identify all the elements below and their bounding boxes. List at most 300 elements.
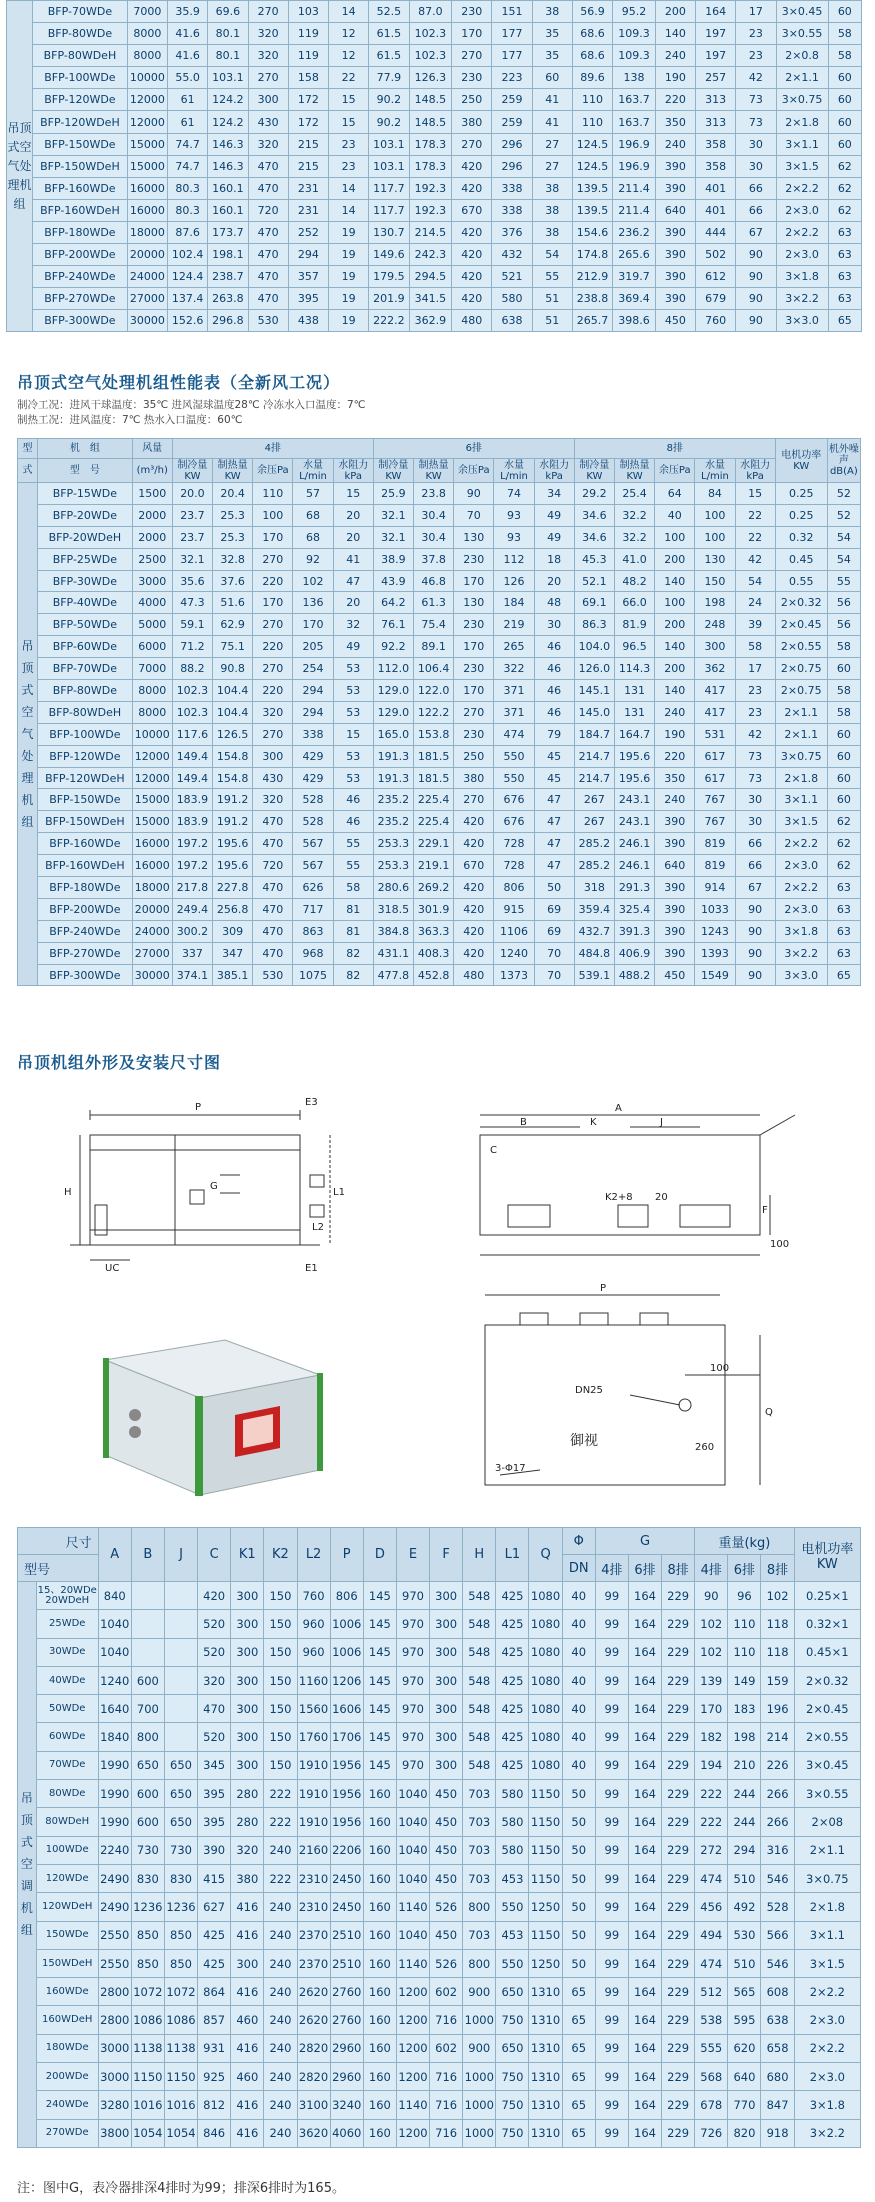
table-cell: 230 [454, 614, 494, 636]
table-cell: 154.8 [213, 767, 253, 789]
table-cell: 1310 [529, 2034, 562, 2062]
table-cell: 3×1.5 [776, 155, 828, 177]
table-cell: 347 [213, 942, 253, 964]
table-cell: 420 [454, 833, 494, 855]
table-cell: 280 [231, 1780, 264, 1808]
table-cell: 1990 [98, 1780, 131, 1808]
table-cell: 198 [695, 592, 735, 614]
table-cell: 376 [492, 221, 532, 243]
table-cell: 54 [827, 548, 860, 570]
table-cell: 416 [231, 1978, 264, 2006]
table-cell: 19 [329, 266, 369, 288]
table-cell: 137.4 [168, 288, 208, 310]
table-cell: 925 [198, 2063, 231, 2091]
table-cell: 3×3.0 [775, 964, 827, 986]
table-cell: BFP-160WDeH [33, 199, 128, 221]
subheader-cell: 6排 [628, 1555, 661, 1582]
table-cell: 703 [463, 1808, 496, 1836]
table-cell: 548 [463, 1582, 496, 1610]
table-cell: 23.7 [172, 504, 212, 526]
table-cell: 158 [288, 67, 328, 89]
table-cell: 112.0 [373, 658, 413, 680]
table-cell: 60 [828, 89, 861, 111]
table-cell: 432 [492, 244, 532, 266]
table-cell: 830 [131, 1864, 164, 1892]
table-cell: 52 [827, 504, 860, 526]
table-cell: 23 [329, 133, 369, 155]
table-cell: 1956 [330, 1780, 363, 1808]
header-6-row: 6排 [373, 439, 574, 459]
table-cell: 192.3 [409, 199, 452, 221]
table-cell: 470 [253, 877, 293, 899]
table-cell: 160 [363, 1836, 396, 1864]
table-row [18, 504, 861, 526]
table-cell: 1054 [164, 2119, 197, 2147]
table-cell: 20000 [127, 244, 167, 266]
table-row [18, 811, 861, 833]
table-cell: 229 [662, 1638, 695, 1666]
table-cell: 60 [828, 1, 861, 23]
table-cell: 99 [595, 1949, 628, 1977]
table-cell: 1106 [494, 920, 534, 942]
table-cell: 62 [827, 833, 860, 855]
table-cell: 1000 [463, 2006, 496, 2034]
table-cell: 118 [761, 1610, 794, 1638]
table-cell: 470 [253, 898, 293, 920]
table-cell: 136 [293, 592, 333, 614]
table-cell: 470 [248, 266, 288, 288]
header-airflow: 风量 [132, 439, 172, 459]
table-cell: 29.2 [574, 483, 614, 505]
table-cell: 177 [492, 45, 532, 67]
table-cell: 338 [492, 199, 532, 221]
table-cell: 728 [494, 855, 534, 877]
table-cell: 150 [695, 570, 735, 592]
table-cell: 99 [595, 2006, 628, 2034]
table-cell: BFP-300WDe [33, 310, 128, 332]
table-cell: 25.3 [213, 504, 253, 526]
table-cell: 109.3 [613, 23, 656, 45]
table-cell: 148.5 [409, 111, 452, 133]
table-cell: 165.0 [373, 723, 413, 745]
table-cell: 164 [628, 2119, 661, 2147]
table-cell: 760 [696, 310, 736, 332]
table-cell: 62.9 [213, 614, 253, 636]
table-row [7, 45, 862, 67]
table-cell: 8000 [127, 23, 167, 45]
table-cell: 74.7 [168, 133, 208, 155]
table-cell: 1310 [529, 2091, 562, 2119]
table-cell: 240 [264, 1893, 297, 1921]
table-cell: 42 [735, 548, 775, 570]
table-cell: 177 [492, 23, 532, 45]
table-cell: 452.8 [414, 964, 454, 986]
table-cell: 235.2 [373, 789, 413, 811]
dim-E1: E1 [305, 1263, 318, 1274]
table-cell: 380 [452, 111, 492, 133]
table-cell: 1250 [529, 1893, 562, 1921]
table-cell: 99 [595, 1864, 628, 1892]
table-cell: BFP-60WDe [38, 636, 133, 658]
table-cell: 30000 [132, 964, 172, 986]
table-cell: 300.2 [172, 920, 212, 942]
table-cell: 48.2 [614, 570, 654, 592]
table-cell: 432.7 [574, 920, 614, 942]
table-cell: 200 [655, 658, 695, 680]
table-cell: 47.3 [172, 592, 212, 614]
table-cell: 160 [363, 2034, 396, 2062]
table-cell: 50 [562, 1808, 595, 1836]
table-cell: 320 [253, 701, 293, 723]
table-cell: 74.7 [168, 155, 208, 177]
table-cell: 2370 [297, 1921, 330, 1949]
table-cell: 102.3 [409, 23, 452, 45]
table-cell: 32 [333, 614, 373, 636]
table-row [18, 920, 861, 942]
table-cell [164, 1582, 197, 1610]
table-cell: 82 [333, 942, 373, 964]
table-cell: 25.9 [373, 483, 413, 505]
table-cell: 526 [430, 1893, 463, 1921]
table-cell: 148.5 [409, 89, 452, 111]
table-cell: 240 [264, 2063, 297, 2091]
table-cell: 80WDe [36, 1780, 98, 1808]
subheader-cell: 水阻力kPa [735, 459, 775, 483]
table-cell: 3×2.2 [776, 288, 828, 310]
table-cell: 90 [736, 244, 776, 266]
table-cell: 2760 [330, 2006, 363, 2034]
table-cell: 240 [264, 2006, 297, 2034]
table-cell: 474 [695, 1864, 728, 1892]
table-cell: 226 [761, 1751, 794, 1779]
table-cell: 60 [827, 723, 860, 745]
table-cell: 56.9 [572, 1, 612, 23]
column-header: C [198, 1528, 231, 1582]
table-cell: 1240 [494, 942, 534, 964]
table-cell: 214 [761, 1723, 794, 1751]
dim-E3: E3 [305, 1097, 318, 1108]
table-cell: 391.3 [614, 920, 654, 942]
table-cell: 74 [494, 483, 534, 505]
table-cell: 580 [492, 288, 532, 310]
table-cell: 2×3.0 [776, 244, 828, 266]
table-cell: 730 [164, 1836, 197, 1864]
table-cell: 318.5 [373, 898, 413, 920]
table-cell: 3×1.1 [794, 1921, 860, 1949]
table-cell: 73 [735, 745, 775, 767]
dim-G: G [210, 1181, 218, 1192]
table-cell: BFP-180WDe [33, 221, 128, 243]
table-cell: 104.4 [213, 680, 253, 702]
table-cell: 223 [492, 67, 532, 89]
table-cell: 240 [264, 1921, 297, 1949]
table-cell: 1150 [529, 1921, 562, 1949]
table-cell: 2240 [98, 1836, 131, 1864]
table-cell: 46 [534, 658, 574, 680]
table-cell: 69 [534, 898, 574, 920]
table-cell: 40 [562, 1610, 595, 1638]
table-cell: 50 [562, 1864, 595, 1892]
table-cell: 24 [735, 592, 775, 614]
table-cell: 2×0.75 [775, 658, 827, 680]
table-cell: 395 [288, 288, 328, 310]
table-cell: 23.7 [172, 526, 212, 548]
table-cell: 17 [736, 1, 776, 23]
table-cell: 970 [396, 1695, 429, 1723]
table-cell: 99 [595, 1610, 628, 1638]
table-cell: 231 [288, 199, 328, 221]
table-cell: 27000 [132, 942, 172, 964]
table-cell: 40 [562, 1751, 595, 1779]
subheader-cell: 水量L/min [293, 459, 333, 483]
table-cell: 470 [198, 1695, 231, 1723]
table-cell: 2500 [132, 548, 172, 570]
table-cell: 417 [695, 701, 735, 723]
table-cell [164, 1638, 197, 1666]
table-cell: 1086 [131, 2006, 164, 2034]
table-row [18, 942, 861, 964]
table-cell: 638 [492, 310, 532, 332]
table-cell: 550 [494, 745, 534, 767]
table-cell: 103.1 [208, 67, 248, 89]
table-cell: 160 [363, 2119, 396, 2147]
table-cell: 197 [696, 45, 736, 67]
table-cell: 3×3.0 [776, 310, 828, 332]
table-cell: 53 [333, 658, 373, 680]
table-cell: 546 [761, 1864, 794, 1892]
table-cell: 70 [454, 504, 494, 526]
table-cell: 1310 [529, 2006, 562, 2034]
table-cell: 240 [655, 789, 695, 811]
table-cell: 767 [695, 811, 735, 833]
table-cell: 63 [827, 920, 860, 942]
table-cell: 1549 [695, 964, 735, 986]
table-cell: 253.3 [373, 855, 413, 877]
table-cell: 164 [628, 1808, 661, 1836]
table-cell: 54 [532, 244, 572, 266]
table-cell: 34.6 [574, 504, 614, 526]
table-cell: 40 [562, 1582, 595, 1610]
table-cell: 54 [827, 526, 860, 548]
table-cell: 1040 [396, 1808, 429, 1836]
table-cell: 703 [463, 1780, 496, 1808]
table-cell: 358 [696, 155, 736, 177]
table-cell: 230 [454, 658, 494, 680]
table-cell: 20.0 [172, 483, 212, 505]
table-cell: 68.6 [572, 23, 612, 45]
table-cell: 104.4 [213, 701, 253, 723]
table-cell: 12000 [132, 745, 172, 767]
table-cell: 3×1.8 [794, 2091, 860, 2119]
table-cell: 395 [198, 1808, 231, 1836]
table-cell: 470 [248, 288, 288, 310]
table-cell: 225.4 [414, 811, 454, 833]
table-cell: 717 [293, 898, 333, 920]
table-cell: 416 [231, 2034, 264, 2062]
table-cell: 14 [329, 177, 369, 199]
table-cell: 40WDe [36, 1666, 98, 1694]
table-cell: 47 [333, 570, 373, 592]
table-cell: 2820 [297, 2034, 330, 2062]
table-cell: 131 [614, 701, 654, 723]
table-cell: 371 [494, 680, 534, 702]
table-cell: 164 [628, 2063, 661, 2091]
column-header: K1 [231, 1528, 264, 1582]
table-cell: 3×0.75 [775, 745, 827, 767]
table-cell: 66 [735, 855, 775, 877]
table-cell: 385.1 [213, 964, 253, 986]
table-cell: 129.0 [373, 680, 413, 702]
table-cell: 170 [695, 1695, 728, 1723]
table-cell: 417 [695, 680, 735, 702]
table-cell: 617 [695, 745, 735, 767]
table-cell: 415 [198, 1864, 231, 1892]
table-cell: 8000 [132, 701, 172, 723]
table-cell: 90 [695, 1582, 728, 1610]
table-cell: 700 [131, 1695, 164, 1723]
table-cell: 195.6 [213, 833, 253, 855]
table-cell: 530 [728, 1921, 761, 1949]
table-cell: 1160 [297, 1666, 330, 1694]
table-cell: 19 [329, 221, 369, 243]
table-cell: 69.1 [574, 592, 614, 614]
table-cell: 42 [735, 723, 775, 745]
table-cell: 23 [736, 23, 776, 45]
table-cell: 812 [198, 2091, 231, 2119]
table-cell: 1910 [297, 1751, 330, 1779]
table-cell: 272 [695, 1836, 728, 1864]
table-cell: 679 [696, 288, 736, 310]
table-cell: 678 [695, 2091, 728, 2119]
table-cell: 900 [463, 2034, 496, 2062]
table-cell: 150WDeH [36, 1949, 98, 1977]
table-cell: 80.1 [208, 23, 248, 45]
table-cell: 1086 [164, 2006, 197, 2034]
table-cell: 390 [198, 1836, 231, 1864]
table-cell: 3×0.45 [776, 1, 828, 23]
table-cell: 219 [494, 614, 534, 636]
table-cell: 15 [329, 89, 369, 111]
table-cell: 131 [614, 680, 654, 702]
table-cell: 235.2 [373, 811, 413, 833]
table-cell [164, 1666, 197, 1694]
table-cell: 300 [231, 1695, 264, 1723]
table-cell: 676 [494, 789, 534, 811]
table-cell: 160 [363, 1893, 396, 1921]
table-cell: 294 [293, 680, 333, 702]
table-cell: 395 [198, 1780, 231, 1808]
table-cell: 124.5 [572, 133, 612, 155]
table-cell: 164 [628, 2091, 661, 2119]
header-model: 型号 [18, 1555, 99, 1582]
table-cell: 229 [662, 1610, 695, 1638]
table-row [18, 2119, 861, 2147]
header-weight: 重量(kg) [695, 1528, 794, 1555]
table-cell: 2×3.0 [775, 898, 827, 920]
table-row [18, 1949, 861, 1977]
table-cell: 160 [363, 1921, 396, 1949]
table-cell: 2×1.8 [794, 1893, 860, 1921]
table-cell: 0.45×1 [794, 1638, 860, 1666]
table-cell: 119 [288, 45, 328, 67]
table-cell: 2×0.32 [775, 592, 827, 614]
table-cell: 164 [628, 1978, 661, 2006]
table-cell: 1990 [98, 1751, 131, 1779]
table-cell: 1200 [396, 2006, 429, 2034]
unit-product-image [95, 1320, 335, 1505]
table-cell: 341.5 [409, 288, 452, 310]
table-cell: 60WDe [36, 1723, 98, 1751]
table-cell: 219.1 [414, 855, 454, 877]
table-cell: 170 [253, 592, 293, 614]
table-cell: 627 [198, 1893, 231, 1921]
table-cell: 595 [728, 2006, 761, 2034]
table-cell: 30000 [127, 310, 167, 332]
table-cell: 211.4 [613, 199, 656, 221]
table-cell: 2800 [98, 2006, 131, 2034]
table-cell: BFP-100WDe [38, 723, 133, 745]
table-cell: 53 [333, 680, 373, 702]
table-cell: 770 [728, 2091, 761, 2119]
table-cell: 242.3 [409, 244, 452, 266]
column-header: L1 [496, 1528, 529, 1582]
table-cell: 300 [231, 1949, 264, 1977]
table-cell: 650 [131, 1751, 164, 1779]
table-cell: 819 [695, 833, 735, 855]
table-cell: 15 [329, 111, 369, 133]
table-cell: 229.1 [414, 833, 454, 855]
table-cell: 269.2 [414, 877, 454, 899]
table-cell: 608 [761, 1978, 794, 2006]
table-cell: BFP-80WDeH [33, 45, 128, 67]
column-header: H [463, 1528, 496, 1582]
table-cell: 2×2.2 [794, 2034, 860, 2062]
dim-100-2: 100 [710, 1363, 730, 1374]
table-cell: BFP-270WDe [38, 942, 133, 964]
table-cell: 151 [492, 1, 532, 23]
table-cell: 270 [452, 133, 492, 155]
table-cell: 71.2 [172, 636, 212, 658]
table-cell: 40 [562, 1666, 595, 1694]
subheader-cell: 余压Pa [454, 459, 494, 483]
table-cell: 249.4 [172, 898, 212, 920]
table-cell: 420 [454, 811, 494, 833]
table-cell: 2×0.55 [794, 1723, 860, 1751]
table-cell: 703 [463, 1836, 496, 1864]
dim-C: C [490, 1145, 497, 1156]
table-cell: 104.0 [574, 636, 614, 658]
operating-conditions [17, 398, 365, 428]
table-cell: 401 [696, 199, 736, 221]
header-motor-power: 电机功率KW [775, 439, 827, 483]
table-cell: 102.3 [172, 701, 212, 723]
table-cell: 240 [264, 2034, 297, 2062]
dim-100: 100 [770, 1239, 790, 1250]
performance-table-top [6, 0, 862, 332]
table-cell: BFP-100WDe [33, 67, 128, 89]
table-cell: 580 [496, 1836, 529, 1864]
table-cell: 530 [248, 310, 288, 332]
table-cell: 1140 [396, 2091, 429, 2119]
table-cell: 526 [430, 1949, 463, 1977]
table-cell: BFP-80WDe [33, 23, 128, 45]
table-cell: 41 [532, 111, 572, 133]
table-cell: 215 [288, 133, 328, 155]
subheader-cell: 4排 [695, 1555, 728, 1582]
table-cell: 2620 [297, 1978, 330, 2006]
table-cell: 23 [735, 701, 775, 723]
table-cell: 1080 [529, 1695, 562, 1723]
